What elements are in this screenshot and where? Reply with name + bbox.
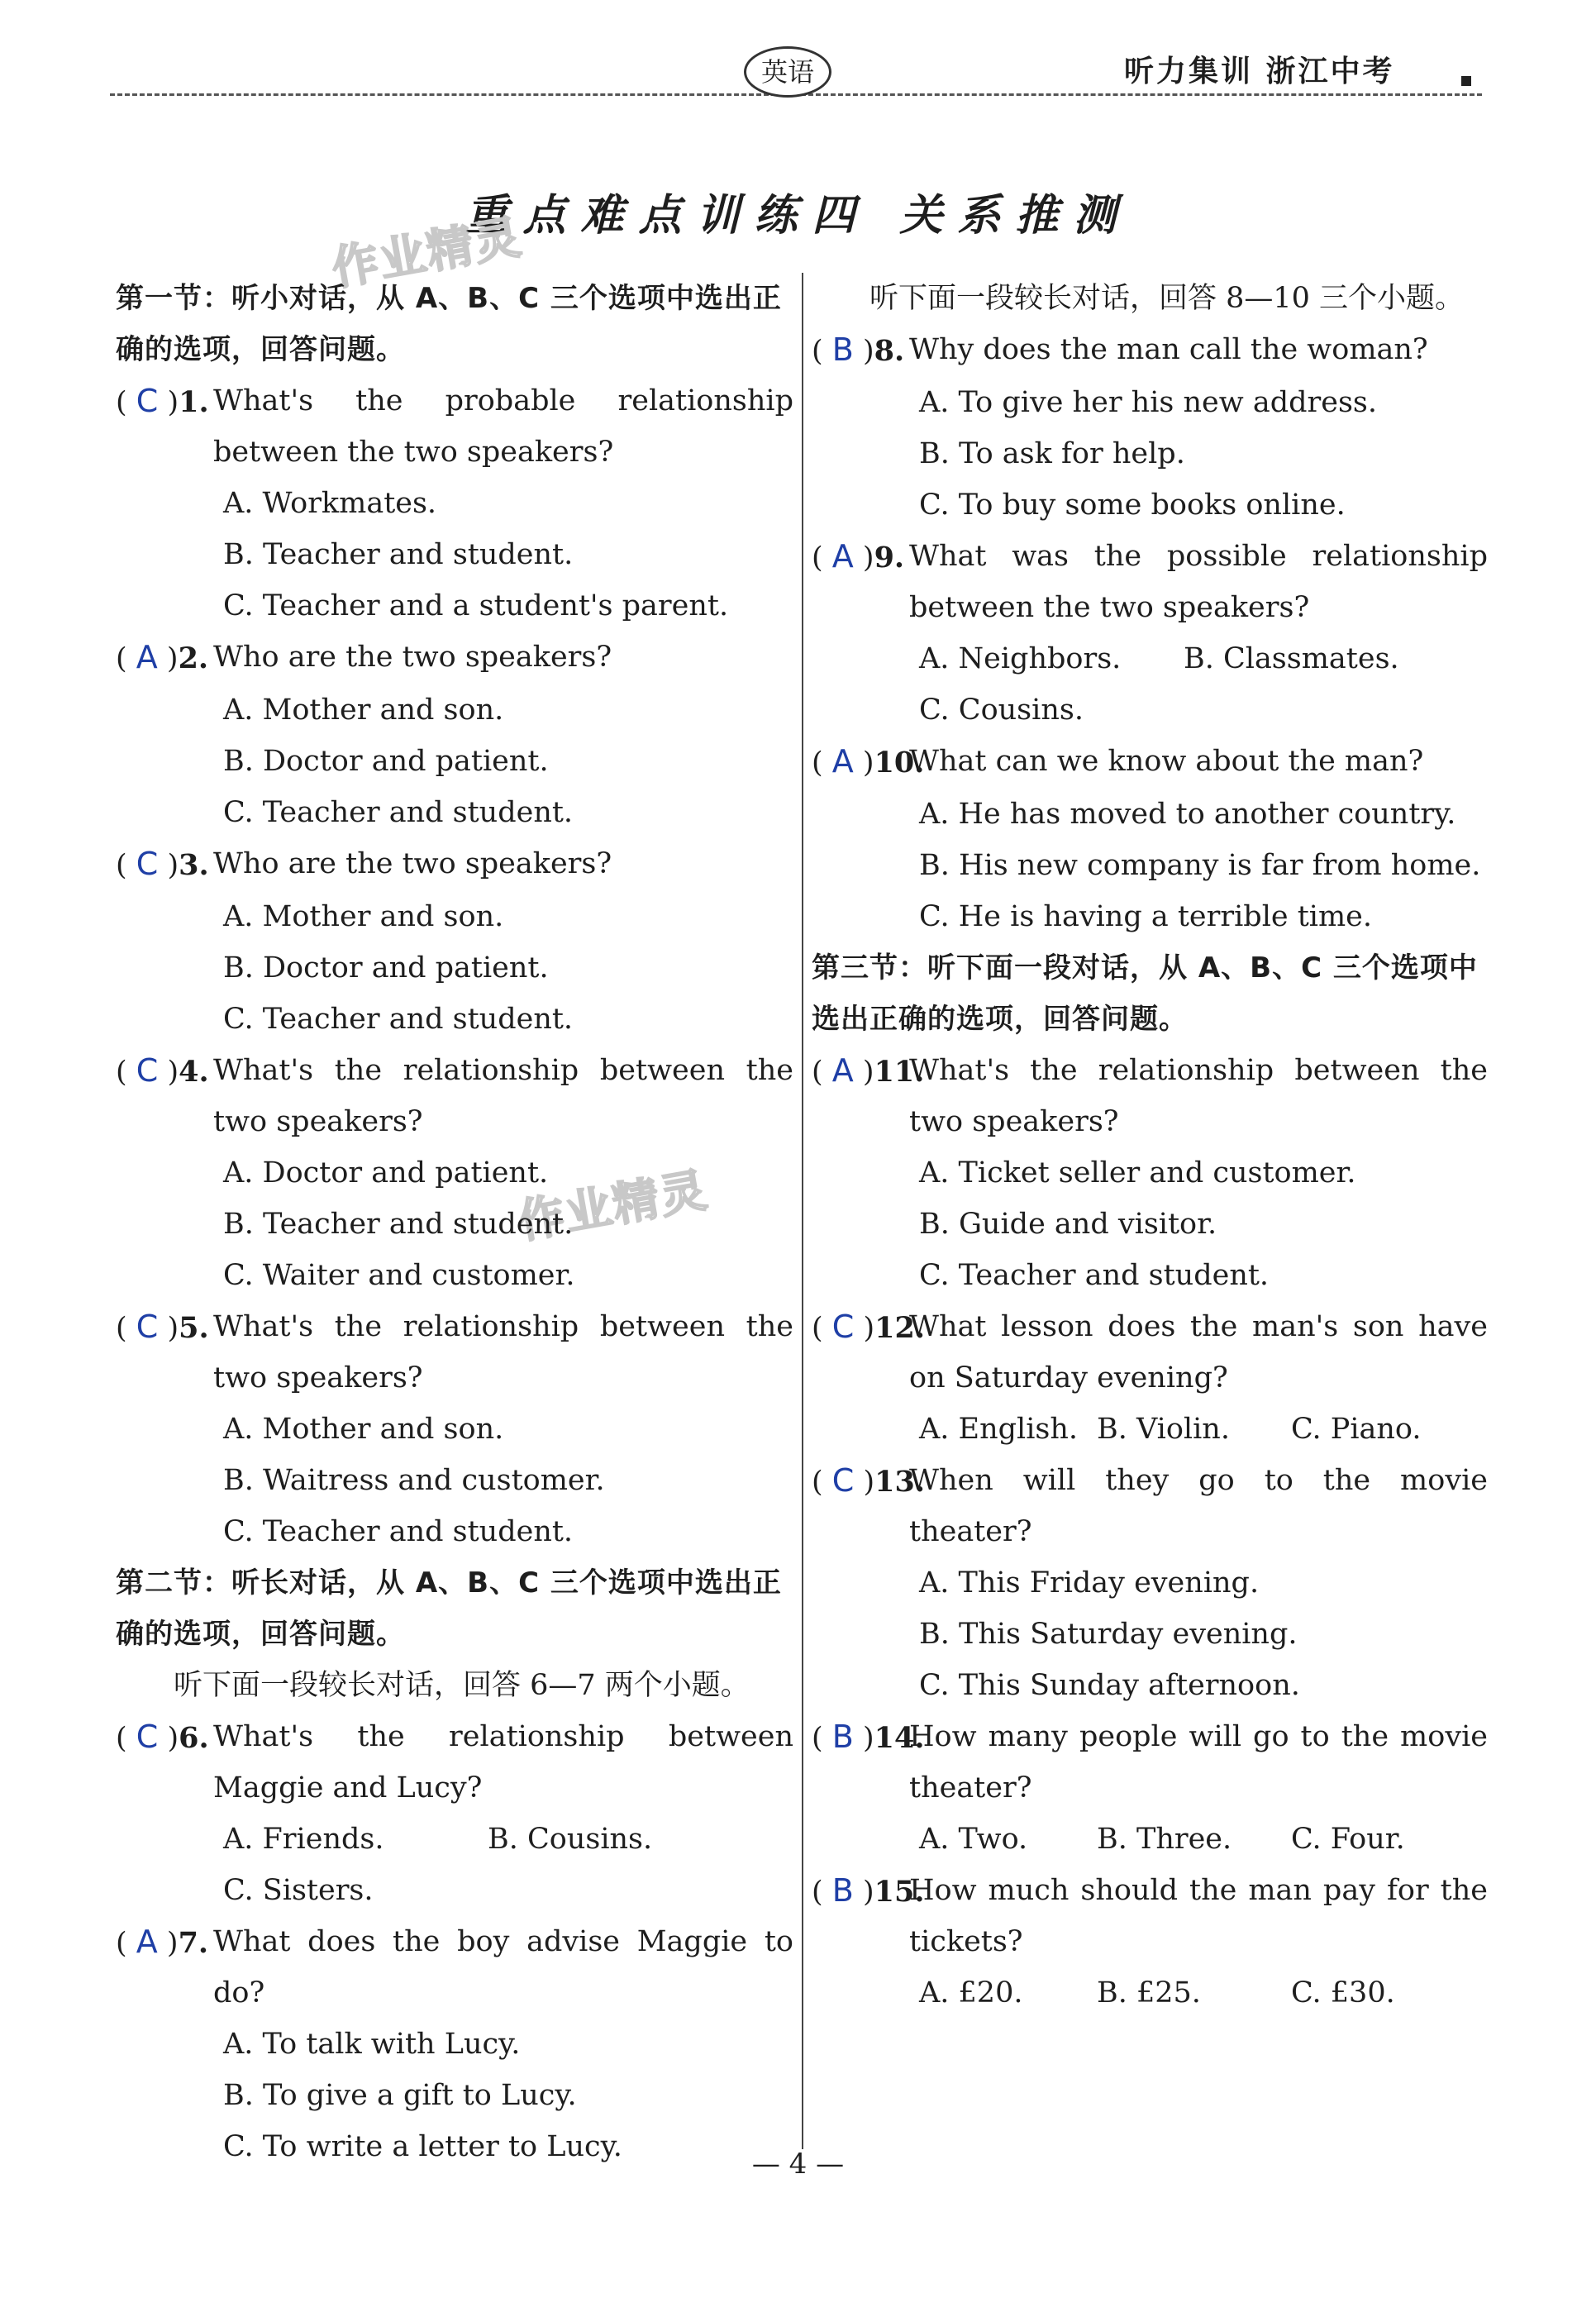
answer-mark: A xyxy=(136,639,158,675)
option-c: C. Teacher and student. xyxy=(223,1003,574,1036)
question-2 xyxy=(116,632,793,838)
watermark-middle: 作业精灵 xyxy=(513,1163,712,1250)
option-c: C. Sisters. xyxy=(223,1874,374,1907)
question-13 xyxy=(812,1455,1488,1711)
answer-bracket: ( B )8. xyxy=(812,331,905,368)
answer-bracket: ( B )14. xyxy=(812,1719,925,1755)
section-2-heading: 第二节：听长对话，从 A、B、C 三个选项中选出正确的选项，回答问题。 xyxy=(116,1566,782,1651)
question-stem: Why does the man call the woman? xyxy=(909,333,1428,366)
option-row xyxy=(812,1967,1488,2019)
option-c: C. To buy some books online. xyxy=(919,489,1346,522)
answer-bracket: ( A )9. xyxy=(812,538,905,574)
question-7 xyxy=(116,1916,793,2172)
answer-bracket: ( C )12. xyxy=(812,1309,926,1345)
option-c: C. Waiter and customer. xyxy=(223,1259,575,1292)
option-c: C. Cousins. xyxy=(919,694,1084,727)
option-b: B. Teacher and student. xyxy=(223,538,574,571)
header-square-mark xyxy=(1461,76,1471,86)
answer-mark: B xyxy=(831,1872,854,1909)
answer-mark: A xyxy=(831,743,854,779)
answer-mark: C xyxy=(136,1719,159,1755)
page-header xyxy=(0,0,1596,107)
section-3-heading: 第三节：听下面一段对话，从 A、B、C 三个选项中选出正确的选项，回答问题。 xyxy=(812,951,1478,1036)
question-number: 12. xyxy=(874,1311,926,1345)
option-c: C. Four. xyxy=(1291,1823,1405,1856)
option-a: A. Two. xyxy=(919,1823,1028,1856)
answer-mark: C xyxy=(136,846,159,882)
option-c: C. Teacher and student. xyxy=(919,1259,1270,1292)
column-divider xyxy=(802,273,803,2149)
q8-10-instruction: 听下面一段较长对话，回答 8—10 三个小题。 xyxy=(869,282,1465,315)
answer-bracket: ( C )1. xyxy=(116,383,209,419)
option-a: A. Ticket seller and customer. xyxy=(919,1156,1356,1189)
series-title: 听力集训 浙江中考 xyxy=(1124,55,1395,88)
answer-bracket: ( B )15. xyxy=(812,1872,925,1909)
question-number: 9. xyxy=(874,541,905,574)
answer-mark: C xyxy=(136,1052,159,1089)
question-number: 1. xyxy=(179,385,209,419)
question-10 xyxy=(812,736,1488,942)
question-12 xyxy=(812,1301,1488,1455)
subject-badge: 英语 xyxy=(744,46,831,98)
option-a: A. £20. xyxy=(919,1976,1023,2009)
question-11 xyxy=(812,1045,1488,1301)
question-number: 2. xyxy=(178,641,209,675)
question-number: 11. xyxy=(874,1055,925,1089)
option-a: A. Doctor and patient. xyxy=(223,1156,549,1189)
option-a: A. He has moved to another country. xyxy=(919,798,1456,831)
question-5 xyxy=(116,1301,793,1557)
option-a: A. Friends. xyxy=(223,1823,384,1856)
option-b: B. This Saturday evening. xyxy=(919,1618,1298,1651)
question-stem: What does the boy advise Maggie to do? xyxy=(213,1925,793,2009)
answer-mark: C xyxy=(136,383,159,419)
question-15 xyxy=(812,1865,1488,2019)
answer-mark: A xyxy=(136,1924,158,1960)
question-stem: Who are the two speakers? xyxy=(213,847,612,880)
question-stem: Who are the two speakers? xyxy=(213,641,612,674)
option-c: C. Teacher and a student's parent. xyxy=(223,589,729,622)
question-number: 5. xyxy=(179,1311,209,1345)
answer-mark: B xyxy=(831,1719,854,1755)
question-stem: What's the relationship between the two speakers? xyxy=(909,1054,1488,1138)
answer-bracket: ( C )5. xyxy=(116,1309,209,1345)
option-b: B. Teacher and student. xyxy=(223,1208,574,1241)
option-b: B. To give a gift to Lucy. xyxy=(223,2079,577,2112)
question-number: 14. xyxy=(874,1721,925,1755)
option-a: A. Workmates. xyxy=(223,487,437,520)
answer-bracket: ( C )6. xyxy=(116,1719,209,1755)
option-c: C. Piano. xyxy=(1291,1413,1422,1446)
question-14 xyxy=(812,1711,1488,1865)
option-row xyxy=(812,1404,1488,1455)
option-b: B. Doctor and patient. xyxy=(223,951,549,984)
option-b: B. To ask for help. xyxy=(919,437,1185,470)
option-a: A. To give her his new address. xyxy=(919,386,1378,419)
option-c: C. Teacher and student. xyxy=(223,1515,574,1548)
option-b: B. His new company is far from home. xyxy=(919,849,1481,882)
option-b: B. Violin. xyxy=(1097,1413,1230,1446)
option-row xyxy=(812,1814,1488,1865)
option-b: B. Doctor and patient. xyxy=(223,745,549,778)
option-c: C. This Sunday afternoon. xyxy=(919,1669,1300,1702)
question-9 xyxy=(812,531,1488,736)
question-number: 4. xyxy=(179,1055,209,1089)
option-c: C. Teacher and student. xyxy=(223,796,574,829)
question-number: 8. xyxy=(874,334,905,368)
question-8 xyxy=(812,324,1488,531)
page-title: 重点难点训练四 关系推测 xyxy=(465,191,1131,241)
question-stem: What's the relationship between the two speakers? xyxy=(213,1310,793,1394)
option-a: A. Mother and son. xyxy=(223,694,504,727)
question-stem: What can we know about the man? xyxy=(909,745,1424,778)
option-a: A. Neighbors. xyxy=(919,642,1122,675)
answer-bracket: ( C )13. xyxy=(812,1462,926,1499)
option-a: A. This Friday evening. xyxy=(919,1566,1260,1599)
question-number: 7. xyxy=(178,1926,209,1960)
option-b: B. Guide and visitor. xyxy=(919,1208,1217,1241)
question-stem: What's the relationship between the two speakers? xyxy=(213,1054,793,1138)
question-stem: How many people will go to the movie theater? xyxy=(909,1720,1488,1804)
option-b: B. Waitress and customer. xyxy=(223,1464,605,1497)
question-3 xyxy=(116,838,793,1045)
question-stem: What lesson does the man's son have on Saturday evening? xyxy=(909,1310,1488,1394)
option-b: B. Three. xyxy=(1097,1823,1232,1856)
question-stem: When will they go to the movie theater? xyxy=(909,1464,1488,1548)
option-b: B. £25. xyxy=(1097,1976,1201,2009)
right-column xyxy=(812,273,1488,2019)
answer-mark: A xyxy=(831,1052,854,1089)
option-a: A. To talk with Lucy. xyxy=(223,2028,521,2061)
answer-bracket: ( A )11. xyxy=(812,1052,925,1089)
answer-bracket: ( C )3. xyxy=(116,846,209,882)
question-number: 10. xyxy=(874,746,925,779)
question-number: 13. xyxy=(874,1465,926,1499)
option-a: A. Mother and son. xyxy=(223,900,504,933)
question-1 xyxy=(116,375,793,632)
option-row xyxy=(812,633,1488,684)
option-a: A. Mother and son. xyxy=(223,1413,504,1446)
question-number: 3. xyxy=(179,848,209,882)
option-c: C. £30. xyxy=(1291,1976,1395,2009)
option-b: B. Cousins. xyxy=(488,1823,653,1856)
page-number: — 4 — xyxy=(751,2148,845,2181)
answer-bracket: ( A )10. xyxy=(812,743,925,779)
answer-mark: C xyxy=(831,1309,855,1345)
answer-mark: C xyxy=(831,1462,855,1499)
section-1-heading: 第一节：听小对话，从 A、B、C 三个选项中选出正确的选项，回答问题。 xyxy=(116,282,782,366)
answer-mark: B xyxy=(831,331,854,368)
answer-mark: C xyxy=(136,1309,159,1345)
watermark-top: 作业精灵 xyxy=(327,210,526,297)
option-c: C. To write a letter to Lucy. xyxy=(223,2130,622,2163)
question-stem: What was the possible relationship between the two speakers? xyxy=(909,540,1488,624)
question-4 xyxy=(116,1045,793,1301)
question-stem: What's the probable relationship between the two speakers? xyxy=(213,384,793,469)
answer-mark: A xyxy=(831,538,854,574)
question-stem: What's the relationship between Maggie and Lucy? xyxy=(213,1720,793,1804)
left-column xyxy=(116,273,793,2172)
answer-bracket: ( C )4. xyxy=(116,1052,209,1089)
answer-bracket: ( A )2. xyxy=(116,639,209,675)
option-b: B. Classmates. xyxy=(1184,642,1399,675)
question-stem: How much should the man pay for the tickets? xyxy=(909,1874,1488,1958)
answer-bracket: ( A )7. xyxy=(116,1924,209,1960)
question-6 xyxy=(116,1711,793,1916)
option-row xyxy=(116,1814,793,1865)
option-a: A. English. xyxy=(919,1413,1079,1446)
section-2-instruction: 听下面一段较长对话，回答 6—7 两个小题。 xyxy=(174,1669,750,1702)
option-c: C. He is having a terrible time. xyxy=(919,900,1373,933)
question-number: 6. xyxy=(179,1721,209,1755)
question-number: 15. xyxy=(874,1875,925,1909)
